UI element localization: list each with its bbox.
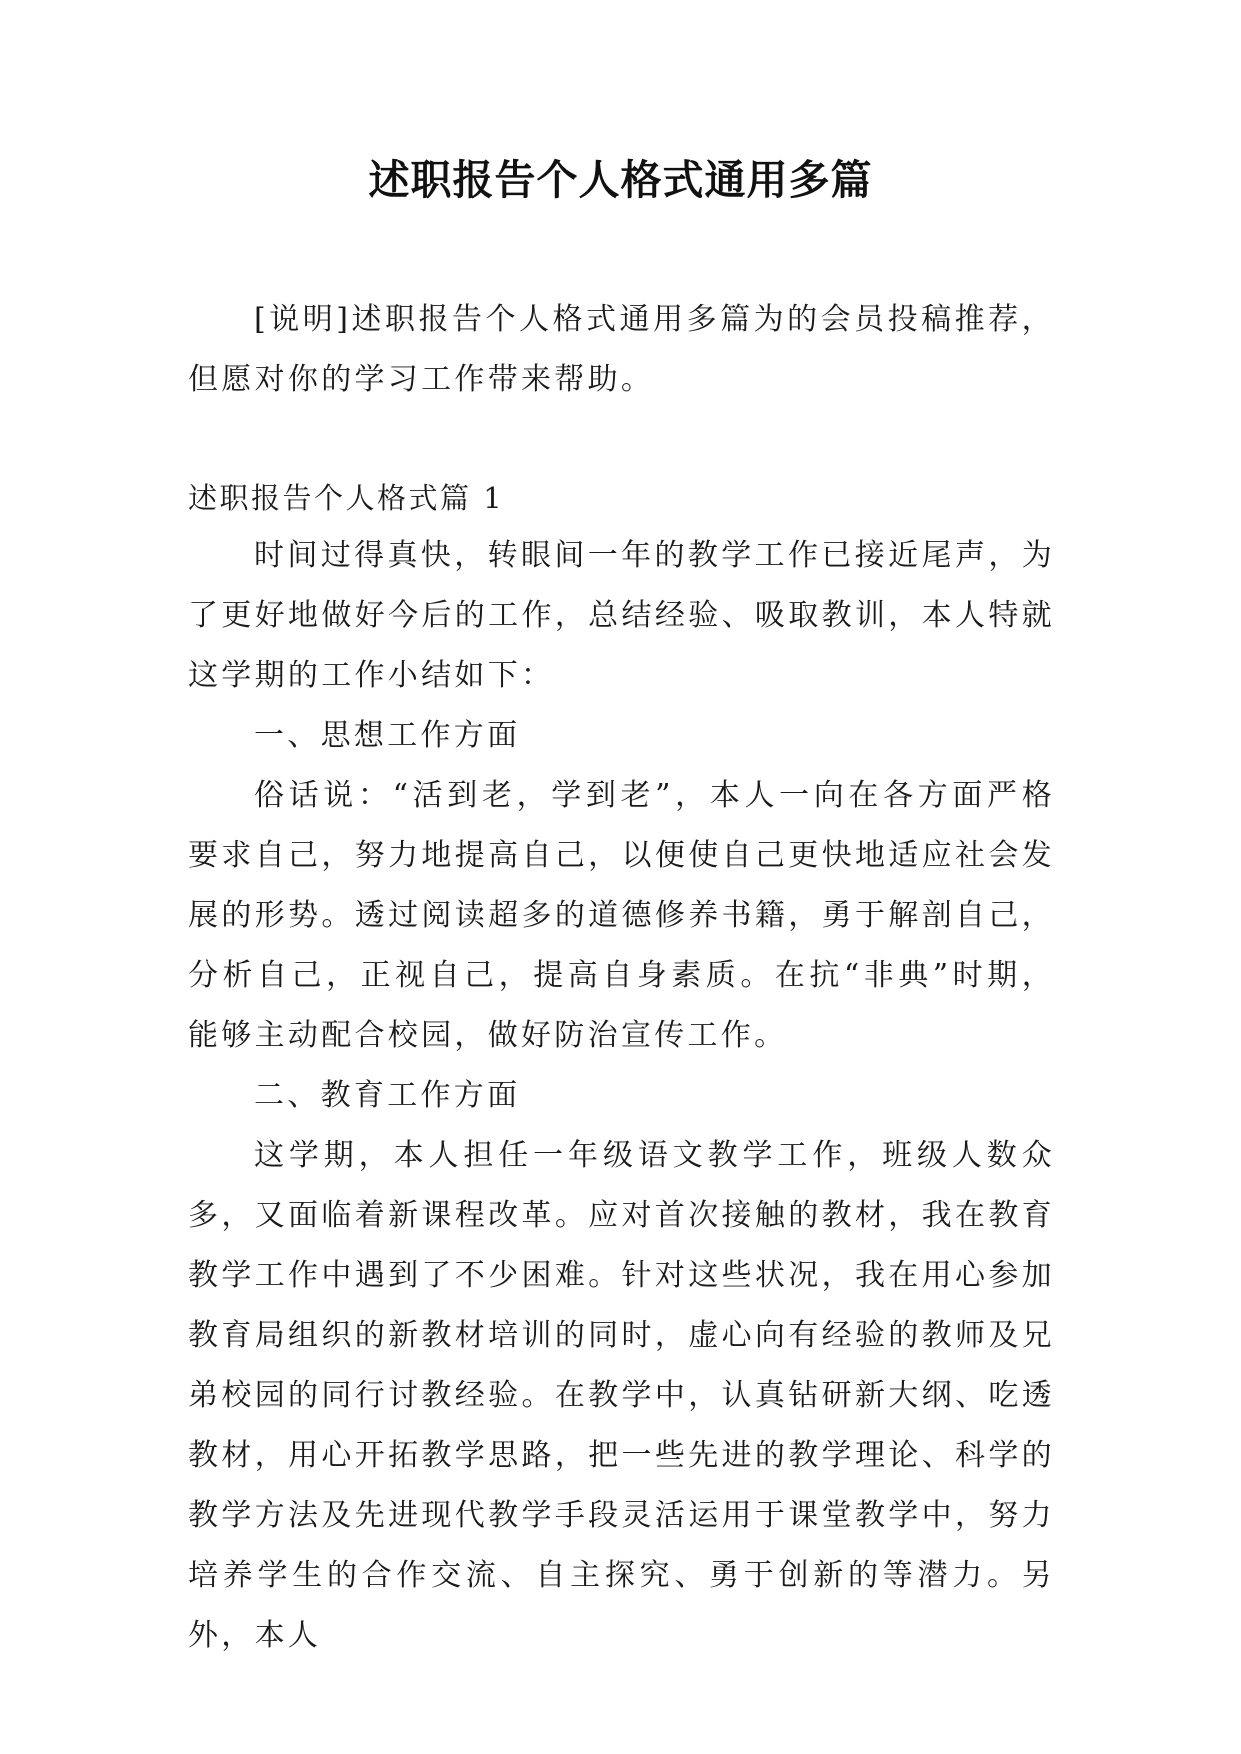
body-paragraph: 俗话说：“活到老，学到老”，本人一向在各方面严格要求自己，努力地提高自己，以便使自己更快地适应社会发展的形势。透过阅读超多的道德修养书籍，勇于解剖自己，分析自己，正视自己，提高自身素质。在抗“非典”时期，能够主动配合校园，做好防治宣传工作。: [188, 778, 1055, 1053]
section-heading: 述职报告个人格式篇 1: [188, 481, 505, 515]
body-paragraph: 这学期，本人担任一年级语文教学工作，班级人数众多，又面临着新课程改革。应对首次接触的教材，我在教育教学工作中遇到了不少困难。针对这些状况，我在用心参加教育局组织的新教材培训的同时，虚心向有经验的教师及兄弟校园的同行讨教经验。在教学中，认真钻研新大纲、吃透教材，用心开拓教学思路，把一些先进的教学理论、科学的教学方法及先进现代教学手段灵活运用于课堂教学中，努力培养学生的合作交流、自主探究、勇于创新的等潜力。另外，本人: [188, 1138, 1055, 1653]
document-body: [188, 290, 1055, 1666]
body-paragraph: 时间过得真快，转眼间一年的教学工作已接近尾声，为了更好地做好今后的工作，总结经验、吸取教训，本人特就这学期的工作小结如下：: [188, 538, 1055, 693]
subsection-heading-education: 二、教育工作方面: [254, 1078, 521, 1113]
intro-paragraph: [说明]述职报告个人格式通用多篇为的会员投稿推荐，但愿对你的学习工作带来帮助。: [188, 302, 1055, 397]
subsection-heading-thought: 一、思想工作方面: [254, 718, 521, 753]
section-spacer: [188, 410, 1055, 470]
document-title: 述职报告个人格式通用多篇: [368, 156, 873, 204]
